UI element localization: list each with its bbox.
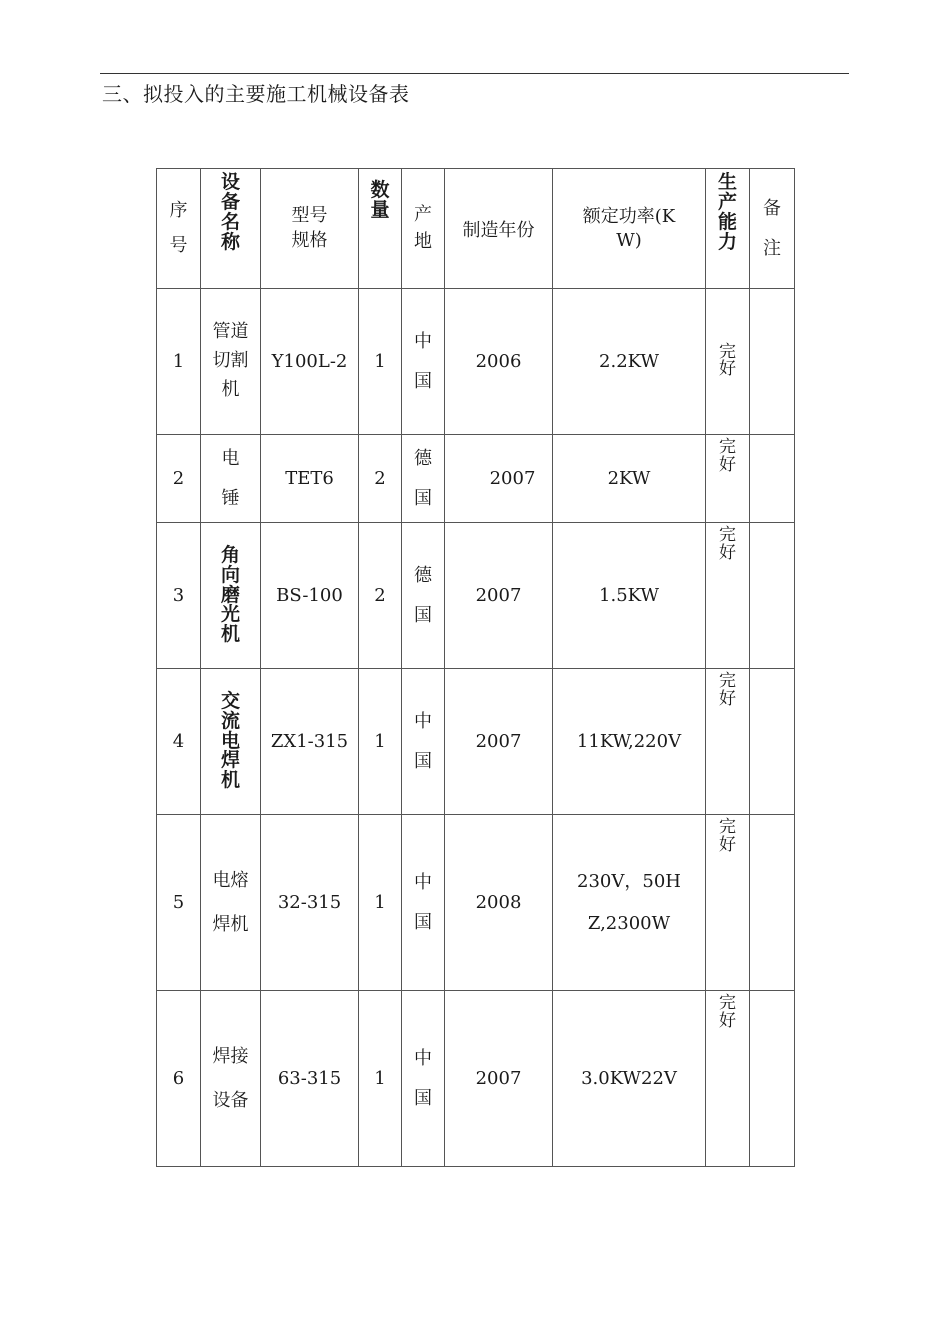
cell-remark [750, 435, 795, 523]
cell-qty: 1 [359, 991, 402, 1167]
cell-model: ZX1-315 [261, 669, 359, 815]
cell-power: 2KW [553, 435, 706, 523]
cell-index: 6 [157, 991, 201, 1167]
header-row [157, 169, 795, 289]
cell-model: 32-315 [261, 815, 359, 991]
cell-name: 焊接设备 [201, 991, 261, 1167]
cell-qty: 2 [359, 435, 402, 523]
table-row [157, 289, 795, 435]
header-index: 序号 [157, 169, 201, 289]
cell-power: 1.5KW [553, 523, 706, 669]
cell-year: 2007 [445, 435, 553, 523]
header-model: 型号规格 [261, 169, 359, 289]
cell-origin: 中国 [402, 289, 445, 435]
cell-power: 3.0KW22V [553, 991, 706, 1167]
header-capacity: 生产能力 [706, 169, 750, 289]
table-row [157, 669, 795, 815]
cell-origin: 德国 [402, 435, 445, 523]
cell-index: 4 [157, 669, 201, 815]
cell-name: 管道切割机 [201, 289, 261, 435]
cell-capacity: 完好 [706, 523, 750, 669]
cell-remark [750, 669, 795, 815]
header-remark: 备注 [750, 169, 795, 289]
cell-origin: 德国 [402, 523, 445, 669]
cell-year: 2007 [445, 991, 553, 1167]
table-row [157, 815, 795, 991]
cell-year: 2007 [445, 523, 553, 669]
cell-qty: 1 [359, 289, 402, 435]
cell-capacity: 完好 [706, 669, 750, 815]
cell-capacity: 完好 [706, 435, 750, 523]
cell-name: 角向磨光机 [201, 523, 261, 669]
table-row [157, 523, 795, 669]
cell-qty: 1 [359, 669, 402, 815]
header-power: 额定功率(KW) [553, 169, 706, 289]
cell-year: 2006 [445, 289, 553, 435]
cell-qty: 1 [359, 815, 402, 991]
cell-origin: 中国 [402, 669, 445, 815]
header-origin: 产地 [402, 169, 445, 289]
cell-year: 2007 [445, 669, 553, 815]
cell-remark [750, 523, 795, 669]
section-title: 三、拟投入的主要施工机械设备表 [102, 82, 410, 106]
cell-origin: 中国 [402, 991, 445, 1167]
cell-remark [750, 991, 795, 1167]
cell-model: BS-100 [261, 523, 359, 669]
cell-name: 电熔焊机 [201, 815, 261, 991]
cell-name: 电锤 [201, 435, 261, 523]
cell-model: 63-315 [261, 991, 359, 1167]
table-row [157, 991, 795, 1167]
cell-year: 2008 [445, 815, 553, 991]
header-rule [100, 73, 849, 74]
cell-index: 1 [157, 289, 201, 435]
cell-remark [750, 289, 795, 435]
cell-origin: 中国 [402, 815, 445, 991]
header-year: 制造年份 [445, 169, 553, 289]
cell-name: 交流电焊机 [201, 669, 261, 815]
header-qty: 数量 [359, 169, 402, 289]
table-row [157, 435, 795, 523]
cell-model: TET6 [261, 435, 359, 523]
cell-index: 2 [157, 435, 201, 523]
cell-model: Y100L-2 [261, 289, 359, 435]
cell-index: 5 [157, 815, 201, 991]
cell-index: 3 [157, 523, 201, 669]
cell-qty: 2 [359, 523, 402, 669]
equipment-table [156, 168, 795, 1167]
cell-capacity: 完好 [706, 991, 750, 1167]
cell-power: 230V，50HZ,2300W [553, 815, 706, 991]
cell-capacity: 完好 [706, 289, 750, 435]
cell-power: 2.2KW [553, 289, 706, 435]
cell-remark [750, 815, 795, 991]
header-name: 设备名称 [201, 169, 261, 289]
cell-capacity: 完好 [706, 815, 750, 991]
cell-power: 11KW,220V [553, 669, 706, 815]
